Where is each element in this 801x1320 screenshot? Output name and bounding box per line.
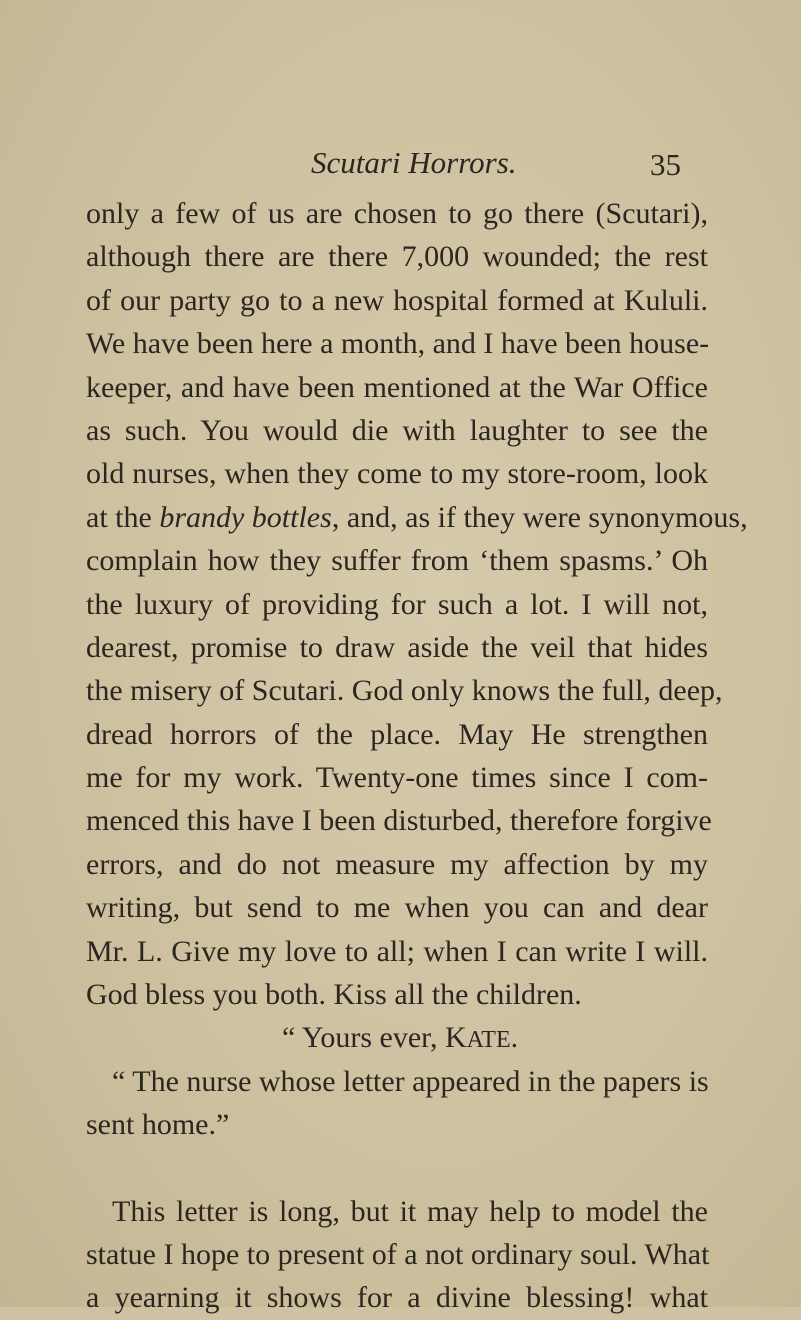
text-line: the misery of Scutari. God only knows the full, deep,	[86, 674, 723, 708]
text-line: of our party go to a new hospital formed at Kululi.	[86, 283, 708, 317]
text-line: complain how they suffer from ‘them spasms.’ Oh	[86, 544, 708, 578]
text-line-start: at the	[86, 500, 160, 534]
commentary-line: This letter is long, but it may help to model the	[112, 1194, 708, 1228]
commentary-line: statue I hope to present of a not ordinary soul. What	[86, 1237, 710, 1271]
text-line: old nurses, when they come to my store-room, look	[86, 457, 708, 491]
postscript-line: sent home.”	[86, 1108, 230, 1142]
text-line: dearest, promise to draw aside the veil that hides	[86, 630, 708, 664]
text-line: writing, but send to me when you can and dear	[86, 891, 708, 925]
signature-line	[86, 1016, 708, 1059]
running-head	[0, 143, 801, 183]
text-line: keeper, and have been mentioned at the War Office	[86, 370, 708, 404]
text-line: errors, and do not measure my affection by my	[86, 847, 708, 881]
text-line: me for my work. Twenty-one times since I com-	[86, 761, 708, 795]
page-number: 35	[650, 147, 681, 182]
text-line: menced this have I been disturbed, therefore forgive	[86, 804, 712, 838]
running-title: Scutari Horrors.	[311, 145, 517, 180]
text-line: God bless you both. Kiss all the children.	[86, 978, 582, 1012]
text-line: as such. You would die with laughter to see the	[86, 413, 708, 447]
text-line: only a few of us are chosen to go there (Scutari),	[86, 197, 708, 230]
body-text	[86, 192, 748, 1320]
commentary-line: a yearning it shows for a divine blessing! what	[86, 1281, 708, 1315]
text-line-end: , and, as if they were synonymous,	[331, 500, 748, 534]
text-line: We have been here a month, and I have been house-	[86, 327, 710, 361]
text-line	[86, 496, 748, 539]
signature-suffix: .	[510, 1021, 519, 1055]
postscript-line: “ The nurse whose letter appeared in the papers is	[112, 1064, 709, 1098]
text-line: the luxury of providing for such a lot. I will not,	[86, 587, 708, 621]
text-line: dread horrors of the place. May He strengthen	[86, 717, 708, 751]
signature-small-caps: ATE	[466, 1027, 511, 1054]
signature-text: “ Yours ever, K	[282, 1021, 467, 1055]
paragraph-gap	[86, 1147, 708, 1190]
text-line: although there are there 7,000 wounded; the rest	[86, 240, 708, 274]
text-line: Mr. L. Give my love to all; when I can write I will.	[86, 934, 708, 968]
italic-phrase: brandy bottles	[159, 500, 332, 534]
